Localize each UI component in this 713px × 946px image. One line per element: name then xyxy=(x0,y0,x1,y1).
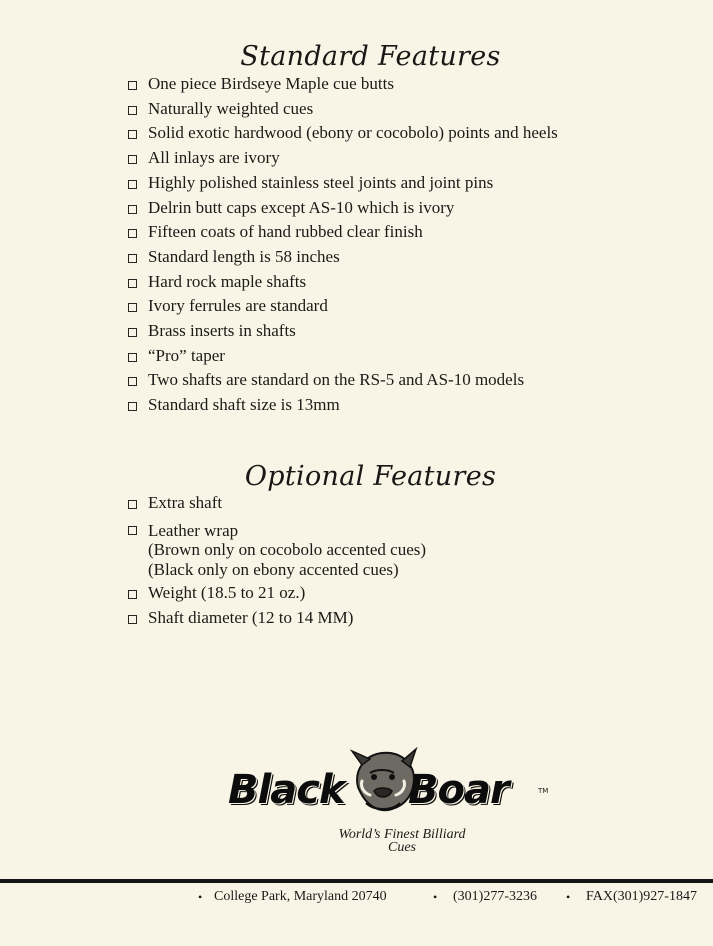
checkbox-icon xyxy=(128,130,137,139)
checkbox-icon xyxy=(128,229,137,238)
checkbox-icon xyxy=(128,615,137,624)
item-text: Ivory ferrules are standard xyxy=(148,296,328,316)
bullet-icon: • xyxy=(433,890,438,904)
tagline-line: World’s Finest Billiard xyxy=(338,827,466,842)
optional-features-list xyxy=(126,491,426,631)
standard-features-list xyxy=(126,72,558,418)
item-text: Delrin butt caps except AS-10 which is ivory xyxy=(148,197,455,217)
checkbox-icon xyxy=(128,180,137,189)
item-text: Hard rock maple shafts xyxy=(148,271,307,291)
item-text: All inlays are ivory xyxy=(148,148,280,168)
bullet-icon: • xyxy=(566,890,571,904)
item-text: Standard shaft size is 13mm xyxy=(148,395,340,415)
checkbox-icon xyxy=(128,205,137,214)
list-item xyxy=(126,220,558,245)
checkbox-icon xyxy=(128,155,137,164)
checkbox-icon xyxy=(128,353,137,362)
list-item xyxy=(126,606,426,631)
item-text: Fifteen coats of hand rubbed clear finish xyxy=(148,222,423,242)
item-text: Leather wrap xyxy=(148,520,239,540)
checkbox-icon xyxy=(128,254,137,263)
list-item xyxy=(126,245,558,270)
checkbox-icon xyxy=(128,279,137,288)
bullet-icon: • xyxy=(198,890,203,904)
checkbox-icon xyxy=(128,106,137,115)
item-subtext: (Brown only on cocobolo accented cues) xyxy=(148,540,427,560)
item-text: Extra shaft xyxy=(148,493,223,512)
item-text: Two shafts are standard on the RS-5 and AS-10 models xyxy=(148,370,525,390)
tagline-line: Cues xyxy=(388,840,416,855)
checkbox-icon xyxy=(128,402,137,411)
item-text: Naturally weighted cues xyxy=(148,98,314,118)
list-item xyxy=(126,368,558,393)
list-item xyxy=(126,319,558,344)
item-text: One piece Birdseye Maple cue butts xyxy=(148,74,394,93)
footer-fax: FAX(301)927-1847 xyxy=(586,889,697,904)
item-text: Shaft diameter (12 to 14 MM) xyxy=(148,607,354,627)
list-item xyxy=(126,121,558,146)
logo-word-black: Black xyxy=(228,767,345,813)
footer-divider xyxy=(0,879,713,883)
list-item xyxy=(126,146,558,171)
checkbox-icon xyxy=(128,303,137,312)
list-item xyxy=(126,171,558,196)
checkbox-icon xyxy=(128,590,137,599)
list-item xyxy=(126,516,426,582)
footer-address: College Park, Maryland 20740 xyxy=(214,889,387,904)
list-item xyxy=(126,270,558,295)
checkbox-icon xyxy=(128,500,137,509)
item-text: “Pro” taper xyxy=(148,345,225,365)
checkbox-icon xyxy=(128,377,137,386)
item-text: Brass inserts in shafts xyxy=(148,321,296,341)
checkbox-icon xyxy=(128,328,137,337)
logo-word-boar: Boar xyxy=(408,767,509,813)
item-text: Solid exotic hardwood (ebony or cocobolo) points and heels xyxy=(148,123,558,143)
item-text: Highly polished stainless steel joints and joint pins xyxy=(148,172,494,192)
checkbox-icon xyxy=(128,81,137,90)
list-item xyxy=(126,393,558,418)
black-boar-logo xyxy=(222,745,552,855)
standard-features-title: Standard Features xyxy=(240,41,501,73)
list-item xyxy=(126,344,558,369)
trademark-mark: TM xyxy=(538,787,549,795)
list-item xyxy=(126,97,558,122)
logo-tagline xyxy=(282,828,522,854)
list-item xyxy=(126,294,558,319)
list-item xyxy=(126,491,426,516)
list-item xyxy=(126,196,558,221)
list-item xyxy=(126,581,426,606)
optional-features-title: Optional Features xyxy=(244,461,497,493)
footer-phone: (301)277-3236 xyxy=(453,889,537,904)
checkbox-icon xyxy=(128,526,137,535)
list-item xyxy=(126,72,558,97)
item-subtext: (Black only on ebony accented cues) xyxy=(148,559,399,579)
item-text: Weight (18.5 to 21 oz.) xyxy=(148,583,306,603)
item-text: Standard length is 58 inches xyxy=(148,246,340,266)
footer-contact xyxy=(0,889,713,909)
